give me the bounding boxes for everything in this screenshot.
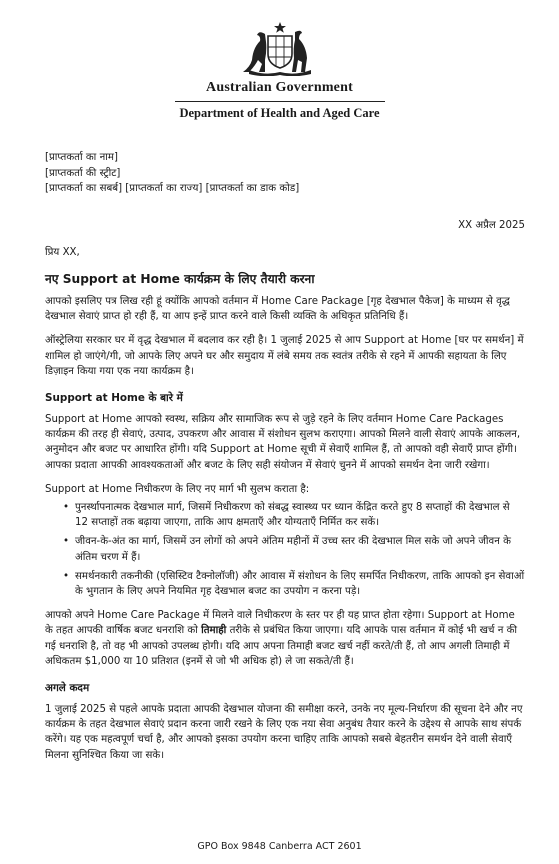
department-name: Department of Health and Aged Care bbox=[179, 106, 380, 120]
letter-date: XX अप्रैल 2025 bbox=[458, 219, 525, 231]
address-line-name: [प्राप्तकर्ता का नाम] bbox=[45, 152, 118, 163]
list-item: • समर्थनकारी तकनीकी (एसिस्टिव टैक्नोलॉजी) और आवास में संशोधन के लिए समर्पित निधीकरण, ताकि आपको इन सेवाओं के भुगतान के लिए अपने नियमित गृह देखभाल बजट का उपयोग न करना पड़े। bbox=[63, 569, 525, 599]
letter-body bbox=[45, 150, 525, 772]
pathways-intro: Support at Home निधीकरण के लिए नए मार्ग भी सुलभ कराता है: bbox=[45, 483, 310, 495]
government-name: Australian Government bbox=[206, 80, 353, 95]
footer-address: GPO Box 9848 Canberra ACT 2601 bbox=[197, 841, 362, 852]
next-steps-paragraph: 1 जुलाई 2025 से पहले आपके प्रदाता आपकी देखभाल योजना की समीक्षा करने, उनके नए मूल्य-निर्धारण की सूचना देने और नए कार्यक्रम के तहत देखभाल सेवाएं प्रदान करना जारी रखने के लिए एक नया सेवा अनुबंध तैयार करने के उद्देश्य से आपके साथ संपर्क करेंगे। यह एक महत्वपूर्ण चर्चा है, और आपको इसका उपयोग करना चाहिए ताकि आपको सबसे बेहतरीन समर्थन देने वाली सेवाएँ मिलना सुनिश्चित किया जा सके। bbox=[45, 703, 523, 761]
list-item: • जीवन-के-अंत का मार्ग, जिसमें उन लोगों को अपने अंतिम महीनों में उच्च स्तर की देखभाल मिल सके जो अपने जीवन के अंतिम चरण में हैं। bbox=[63, 534, 525, 564]
about-paragraph: Support at Home आपको स्वस्थ, सक्रिय और सामाजिक रूप से जुड़े रहने के लिए वर्तमान Home Care Packages कार्यक्रम की तरह ही सेवाएं, उत्पाद, उपकरण और आवास में संशोधन सुलभ कराएगा। आपको मिलने वाली सेवाएं आपके आकलन, अनुमोदन और बजट पर आधारित होंगी। यदि Support at Home सूची में सेवाएँ शामिल हैं, तो आपको वही सेवाएँ प्राप्त होंगी। आपका प्रदाता आपकी आवश्यकताओं और बजट के लिए सही संयोजन में सेवाएं चुनने में आपको समर्थन देना जारी रखेगा। bbox=[45, 413, 521, 471]
salutation: प्रिय XX, bbox=[45, 246, 80, 258]
list-item: • पुनर्स्थापनात्मक देखभाल मार्ग, जिसमें निधीकरण को संबद्ध स्वास्थ्य पर ध्यान केंद्रित करते हुए 8 सप्ताहों की देखभाल से 12 सप्ताहों तक बढ़ाया जाएगा, ताकि आप क्षमताएँ और योग्यताएँ निर्मित कर सकें। bbox=[63, 500, 525, 530]
pathways-list bbox=[45, 500, 525, 599]
letter-title: नए Support at Home कार्यक्रम के लिए तैयारी करना bbox=[45, 271, 315, 286]
header-divider bbox=[175, 101, 385, 102]
address-line-street: [प्राप्तकर्ता की स्ट्रीट] bbox=[45, 167, 121, 179]
letterhead bbox=[0, 20, 559, 121]
address-line-suburb: [प्राप्तकर्ता का सबर्ब] [प्राप्तकर्ता का राज्य] [प्राप्तकर्ता का डाक कोड] bbox=[45, 183, 300, 194]
funding-text-end: तरीके से प्रबंधित किया जाएगा। यदि आपके पास वर्तमान में कोई भी खर्च न की गई धनराशि है, तो वह भी आपको उपलब्ध होगी। यदि आप अपना तिमाही बजट खर्च नहीं करते/ती हैं, तो आप अगली तिमाही में अधिकतम $1,000 या 10 प्रतिशत (इनमें से जो भी अधिक हो) ले जा सकते/ती हैं। bbox=[45, 625, 518, 667]
intro-paragraph-2: ऑस्ट्रेलिया सरकार घर में वृद्ध देखभाल में बदलाव कर रही है। 1 जुलाई 2025 से आप Support at Home [घर पर समर्थन] में शामिल हो जाएंगे/गी, जो आपके लिए अपने घर और समुदाय में लंबे समय तक स्वतंत्र तरीके से रहने में आपकी सहायता के लिए डिज़ाइन किया गया एक नया कार्यक्रम है। bbox=[45, 335, 524, 377]
funding-text-start: आपको अपने Home Care Package में मिलने वाले निधीकरण के स्तर पर ही यह प्राप्त होता रहेगा। Support at Home के तहत आपकी वार्षिक बजट धनराशि को bbox=[45, 610, 515, 637]
coat-of-arms-icon bbox=[235, 20, 325, 76]
quarterly-emphasis: तिमाही bbox=[201, 625, 227, 637]
funding-paragraph bbox=[45, 608, 525, 669]
recipient-address bbox=[45, 150, 525, 197]
section-heading-about: Support at Home के बारे में bbox=[45, 391, 183, 404]
section-heading-next-steps: अगले कदम bbox=[45, 681, 90, 694]
intro-paragraph-1: आपको इसलिए पत्र लिख रही हूं क्योंकि आपको वर्तमान में Home Care Package [गृह देखभाल पैकेज] के माध्यम से वृद्ध देखभाल सेवाएं प्राप्त हो रही हैं, या आप इन्हें प्राप्त करने वाले किसी व्यक्ति के अधिकृत प्रतिनिधि हैं। bbox=[45, 295, 510, 323]
